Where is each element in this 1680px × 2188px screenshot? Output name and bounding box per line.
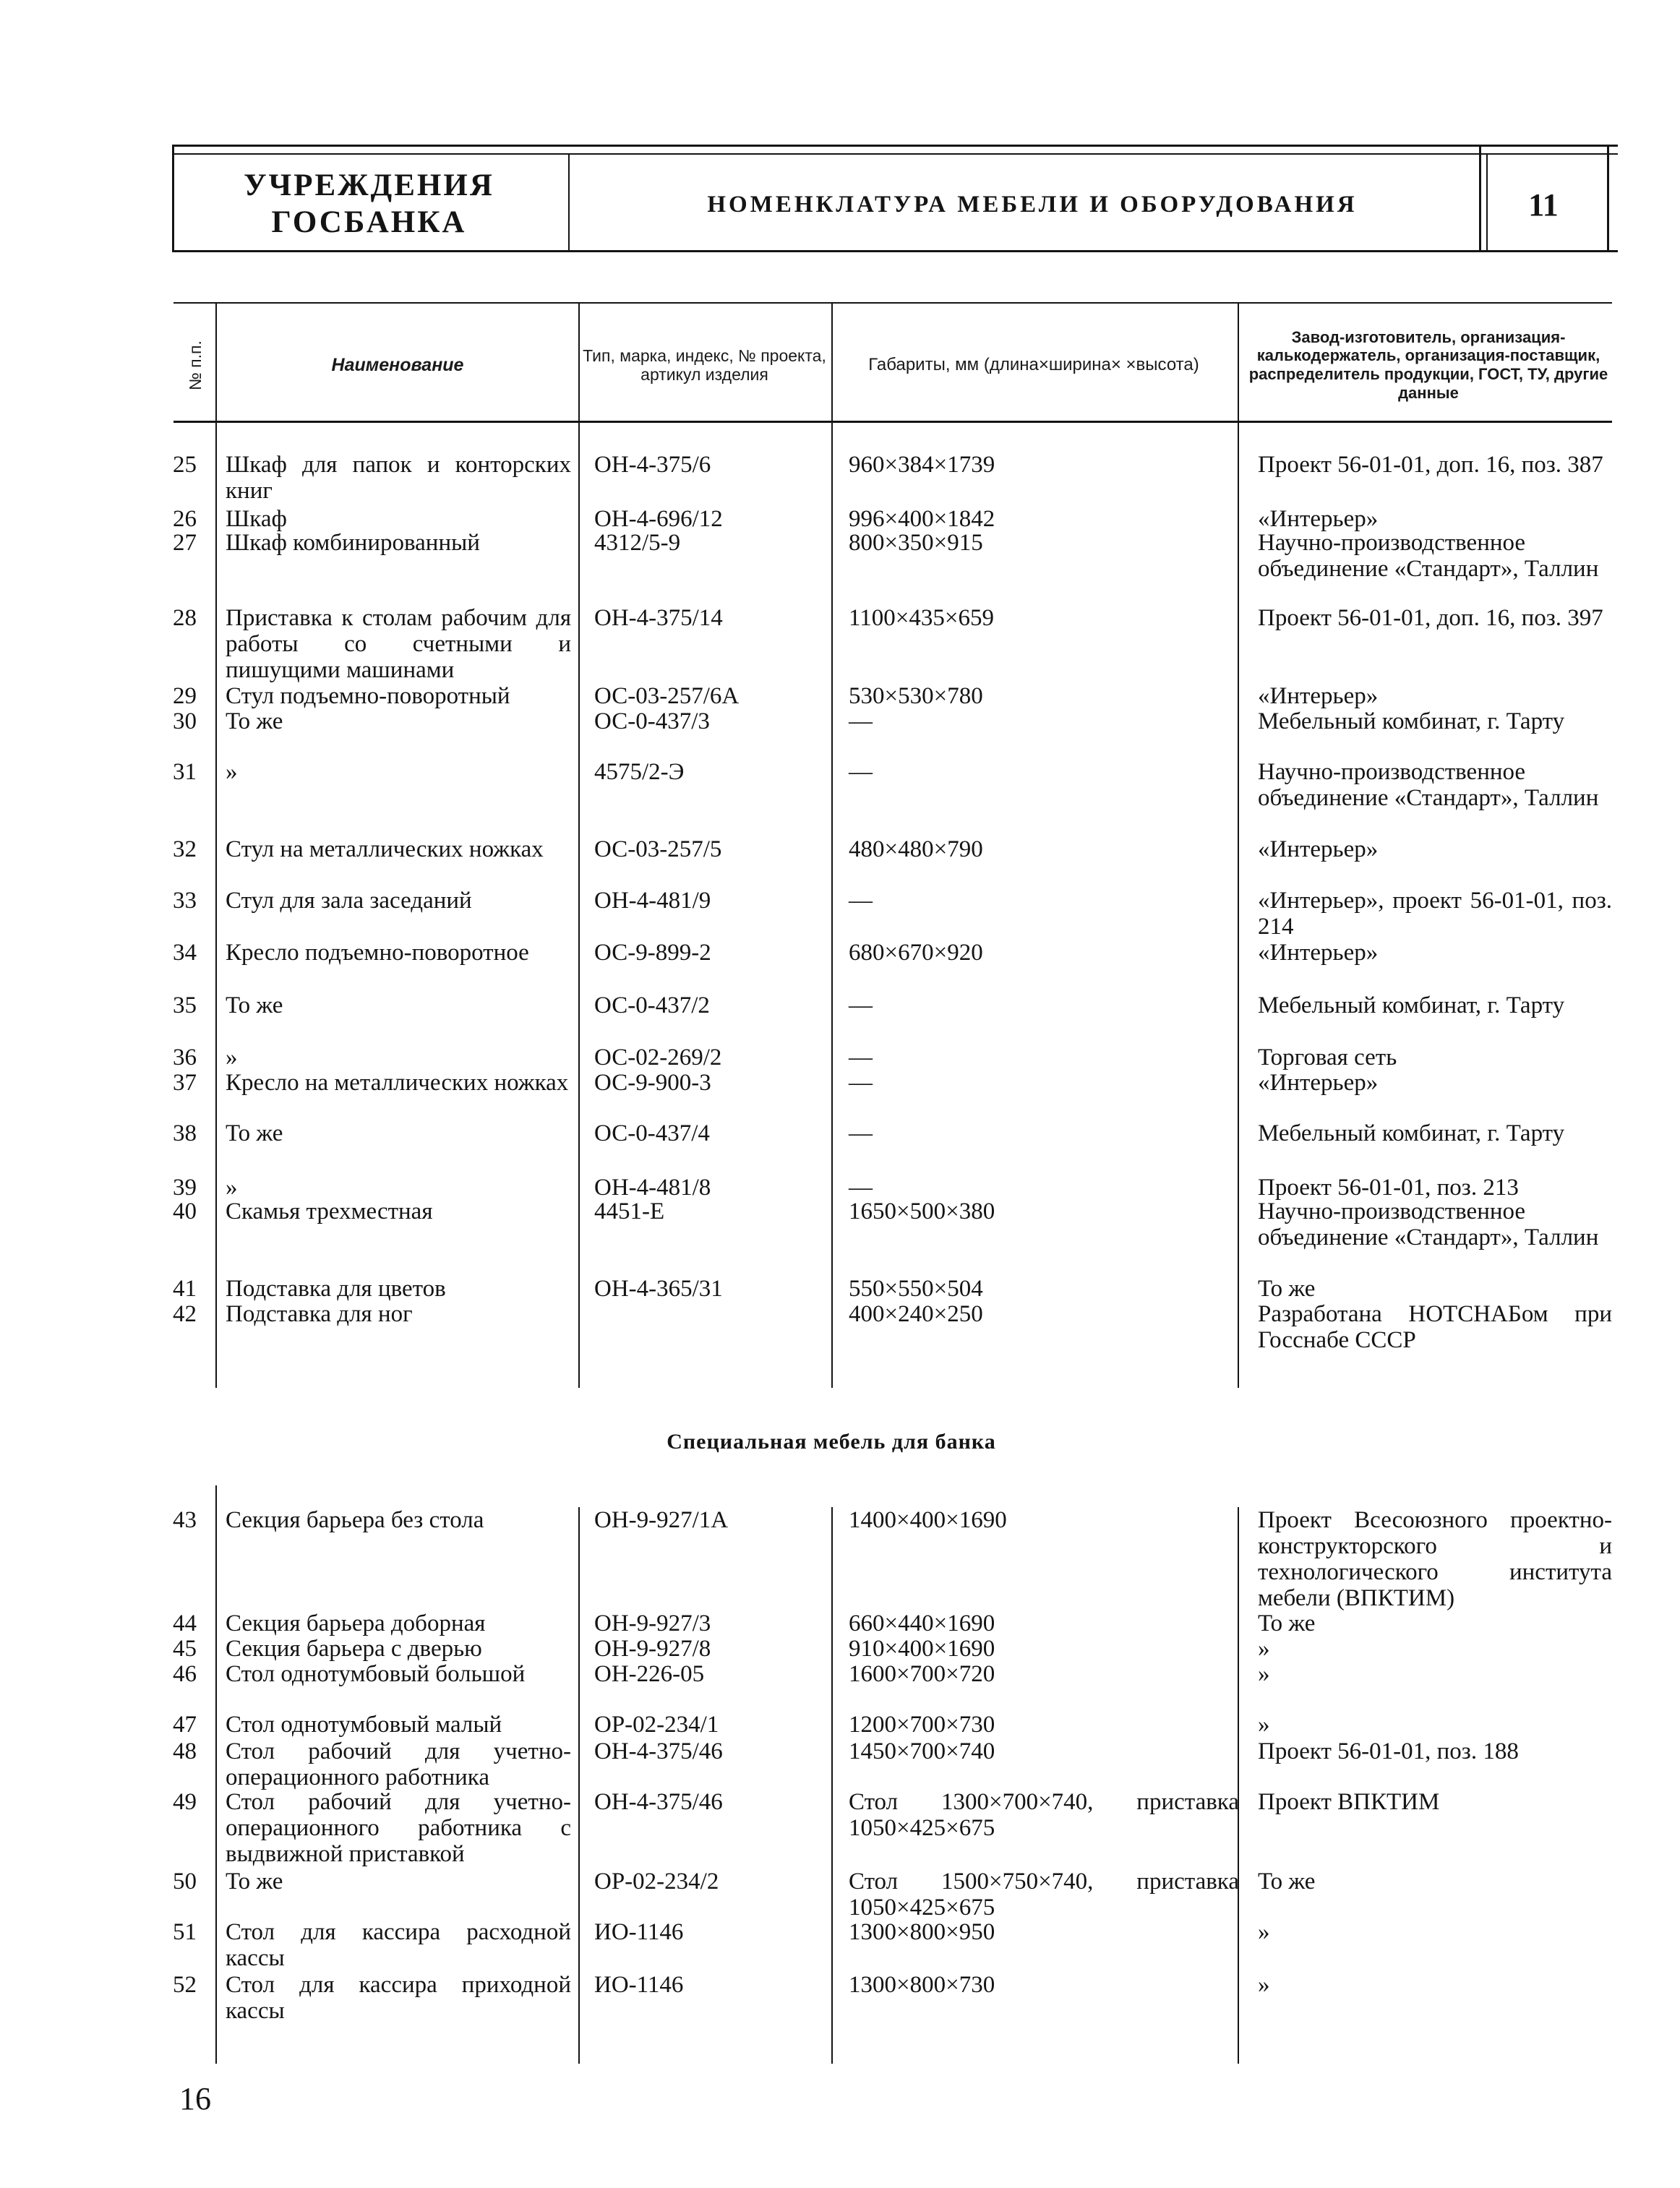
row-number: 47	[173, 1712, 197, 1738]
column-header-manufacturer: Завод-изготовитель, организация-калькодержатель, организация-поставщик, распределитель продукции, ГОСТ, ТУ, другие данные	[1248, 327, 1608, 402]
item-name: То же	[226, 992, 283, 1018]
item-type: ОС-0-437/2	[594, 992, 710, 1018]
item-manufacturer: »	[1258, 1712, 1270, 1738]
section-number: 11	[1528, 186, 1559, 223]
item-name: Стол для кассира приходной кассы	[226, 1972, 571, 2024]
item-manufacturer: Проект 56-01-01, доп. 16, поз. 387	[1258, 452, 1603, 478]
document-title: НОМЕНКЛАТУРА МЕБЕЛИ И ОБОРУДОВАНИЯ	[707, 191, 1358, 218]
item-type: ОН-4-365/31	[594, 1276, 723, 1302]
item-type: 4451-Е	[594, 1198, 665, 1224]
item-name: Шкаф	[226, 506, 287, 532]
row-number: 48	[173, 1738, 197, 1764]
row-number: 41	[173, 1276, 197, 1302]
item-name: Подставка для цветов	[226, 1276, 446, 1302]
item-dimensions: —	[849, 759, 873, 785]
item-manufacturer: «Интерьер», проект 56-01-01, поз. 214	[1258, 888, 1612, 940]
item-dimensions: 960×384×1739	[849, 452, 995, 478]
column-header-dimensions: Габариты, мм (длина×ширина× ×высота)	[868, 354, 1199, 374]
title-block	[172, 145, 1618, 253]
item-type: ИО-1146	[594, 1972, 684, 1998]
item-dimensions: 480×480×790	[849, 836, 983, 862]
row-number: 52	[173, 1972, 197, 1998]
item-name: Стул подъемно-поворотный	[226, 683, 510, 709]
item-type: ОН-4-375/46	[594, 1738, 723, 1764]
item-manufacturer: «Интерьер»	[1258, 836, 1379, 862]
row-number: 44	[173, 1610, 197, 1636]
item-dimensions: —	[849, 1044, 873, 1071]
item-type: ОН-4-696/12	[594, 506, 723, 532]
item-name: »	[226, 1175, 238, 1201]
row-number: 46	[173, 1661, 197, 1687]
item-type: ОН-226-05	[594, 1661, 705, 1687]
institution-title: УЧРЕЖДЕНИЯ ГОСБАНКА	[244, 168, 494, 239]
item-name: Стул на металлических ножках	[226, 836, 544, 862]
row-number: 45	[173, 1636, 197, 1662]
column-rule-2b	[578, 1507, 580, 2064]
row-number: 32	[173, 836, 197, 862]
row-number: 26	[173, 506, 197, 532]
item-manufacturer: То же	[1258, 1869, 1316, 1895]
item-manufacturer: Торговая сеть	[1258, 1044, 1397, 1071]
item-dimensions: 910×400×1690	[849, 1636, 995, 1662]
item-manufacturer: »	[1258, 1636, 1270, 1662]
item-name: Секция барьера с дверью	[226, 1636, 482, 1662]
item-manufacturer: Мебельный комбинат, г. Тарту	[1258, 708, 1565, 734]
title-top-rule-inner	[172, 153, 1618, 155]
row-number: 40	[173, 1198, 197, 1224]
row-number: 28	[173, 605, 197, 631]
item-type: ОН-4-375/14	[594, 605, 723, 631]
section-title: Специальная мебель для банка	[667, 1430, 996, 1454]
column-rule-3b	[831, 1507, 833, 2064]
item-manufacturer: Проект 56-01-01, поз. 213	[1258, 1175, 1519, 1201]
row-number: 31	[173, 759, 197, 785]
row-number: 36	[173, 1044, 197, 1071]
item-manufacturer: »	[1258, 1972, 1270, 1998]
item-name: Приставка к столам рабочим для работы со счетными и пишущими машинами	[226, 605, 571, 683]
item-name: Шкаф комбинированный	[226, 530, 480, 556]
item-type: ОС-02-269/2	[594, 1044, 722, 1071]
item-dimensions: 1300×800×950	[849, 1919, 995, 1945]
item-dimensions: 1600×700×720	[849, 1661, 995, 1687]
item-dimensions: 400×240×250	[849, 1301, 983, 1327]
item-dimensions: 1650×500×380	[849, 1198, 995, 1224]
item-manufacturer: Проект Всесоюзного проектно-конструкторского и технологического института мебели (ВПКТИМ)	[1258, 1507, 1612, 1611]
page-number: 16	[179, 2081, 211, 2116]
row-number: 25	[173, 452, 197, 478]
row-number: 33	[173, 888, 197, 914]
item-manufacturer: Разработана НОТСНАБом при Госснабе СССР	[1258, 1301, 1612, 1353]
item-type: ОН-4-375/46	[594, 1789, 723, 1815]
item-type: ОС-0-437/4	[594, 1120, 710, 1146]
item-dimensions: 550×550×504	[849, 1276, 983, 1302]
item-manufacturer: Научно-производственное объединение «Стандарт», Таллин	[1258, 759, 1599, 811]
item-dimensions: —	[849, 888, 873, 914]
item-dimensions: 660×440×1690	[849, 1610, 995, 1636]
column-header-name: Наименование	[331, 354, 464, 375]
title-top-rule	[172, 145, 1618, 147]
item-name: Стул для зала заседаний	[226, 888, 472, 914]
column-header-type: Тип, марка, индекс, № проекта, артикул изделия	[583, 346, 826, 384]
item-name: Стол однотумбовый большой	[226, 1661, 526, 1687]
title-right-border	[1607, 145, 1609, 252]
item-dimensions: 800×350×915	[849, 530, 983, 556]
item-dimensions: 1200×700×730	[849, 1712, 995, 1738]
item-type: ОР-02-234/2	[594, 1869, 719, 1895]
item-manufacturer: Мебельный комбинат, г. Тарту	[1258, 992, 1565, 1018]
row-number: 43	[173, 1507, 197, 1533]
column-rule-2	[578, 304, 580, 1388]
item-type: ИО-1146	[594, 1919, 684, 1945]
item-name: То же	[226, 1869, 283, 1895]
item-name: »	[226, 759, 238, 785]
row-number: 37	[173, 1070, 197, 1096]
item-type: 4312/5-9	[594, 530, 681, 556]
item-dimensions: —	[849, 1175, 873, 1201]
item-type: ОН-4-481/8	[594, 1175, 711, 1201]
item-name: Секция барьера доборная	[226, 1610, 486, 1636]
row-number: 27	[173, 530, 197, 556]
item-name: Стол для кассира расходной кассы	[226, 1919, 571, 1971]
row-number: 38	[173, 1120, 197, 1146]
row-number: 34	[173, 940, 197, 966]
item-type: ОР-02-234/1	[594, 1712, 719, 1738]
item-name: Кресло на металлических ножках	[226, 1070, 569, 1096]
column-rule-1b	[215, 1485, 217, 2064]
item-name: Подставка для ног	[226, 1301, 413, 1327]
row-number: 35	[173, 992, 197, 1018]
item-type: ОС-03-257/5	[594, 836, 722, 862]
item-dimensions: Стол 1300×700×740, приставка 1050×425×675	[849, 1789, 1239, 1841]
item-name: Секция барьера без стола	[226, 1507, 484, 1533]
item-dimensions: —	[849, 1120, 873, 1146]
item-manufacturer: То же	[1258, 1276, 1316, 1302]
item-type: ОС-9-899-2	[594, 940, 711, 966]
column-rule-1	[215, 304, 217, 1388]
item-manufacturer: Проект ВПКТИМ	[1258, 1789, 1440, 1815]
column-header-number: № п.п.	[185, 340, 205, 390]
row-number: 30	[173, 708, 197, 734]
item-name: Скамья трехместная	[226, 1198, 433, 1224]
table-header-rule	[173, 421, 1612, 423]
item-type: ОС-0-437/3	[594, 708, 710, 734]
item-manufacturer: Научно-производственное объединение «Стандарт», Таллин	[1258, 530, 1599, 582]
item-type: ОН-4-375/6	[594, 452, 711, 478]
item-type: 4575/2-Э	[594, 759, 685, 785]
row-number: 50	[173, 1869, 197, 1895]
row-number: 49	[173, 1789, 197, 1815]
item-dimensions: 680×670×920	[849, 940, 983, 966]
item-type: ОН-9-927/8	[594, 1636, 711, 1662]
item-dimensions: —	[849, 708, 873, 734]
item-manufacturer: «Интерьер»	[1258, 940, 1379, 966]
item-manufacturer: Научно-производственное объединение «Стандарт», Таллин	[1258, 1198, 1599, 1250]
item-type: ОН-9-927/1А	[594, 1507, 729, 1533]
item-type: ОС-9-900-3	[594, 1070, 711, 1096]
item-type: ОН-9-927/3	[594, 1610, 711, 1636]
item-dimensions: 1450×700×740	[849, 1738, 995, 1764]
table-top-rule	[173, 302, 1612, 304]
item-name: Стол однотумбовый малый	[226, 1712, 502, 1738]
item-manufacturer: Проект 56-01-01, доп. 16, поз. 397	[1258, 605, 1603, 631]
item-manufacturer: «Интерьер»	[1258, 683, 1379, 709]
item-manufacturer: «Интерьер»	[1258, 506, 1379, 532]
item-name: Стол рабочий для учетно-операционного работника	[226, 1738, 571, 1790]
item-manufacturer: »	[1258, 1661, 1270, 1687]
item-manufacturer: То же	[1258, 1610, 1316, 1636]
item-manufacturer: »	[1258, 1919, 1270, 1945]
item-dimensions: 1400×400×1690	[849, 1507, 1007, 1533]
item-dimensions: 530×530×780	[849, 683, 983, 709]
item-dimensions: 1100×435×659	[849, 605, 994, 631]
item-name: Шкаф для папок и конторских книг	[226, 452, 571, 504]
item-manufacturer: Проект 56-01-01, поз. 188	[1258, 1738, 1519, 1764]
item-type: ОН-4-481/9	[594, 888, 711, 914]
item-manufacturer: «Интерьер»	[1258, 1070, 1379, 1096]
item-dimensions: —	[849, 1070, 873, 1096]
item-dimensions: 1300×800×730	[849, 1972, 995, 1998]
item-type: ОС-03-257/6А	[594, 683, 740, 709]
column-rule-3	[831, 304, 833, 1388]
row-number: 29	[173, 683, 197, 709]
item-name: Стол рабочий для учетно-операционного работника с выдвижной приставкой	[226, 1789, 571, 1867]
item-dimensions: —	[849, 992, 873, 1018]
item-name: Кресло подъемно-поворотное	[226, 940, 529, 966]
item-dimensions: 996×400×1842	[849, 506, 995, 532]
row-number: 42	[173, 1301, 197, 1327]
row-number: 39	[173, 1175, 197, 1201]
row-number: 51	[173, 1919, 197, 1945]
item-name: То же	[226, 1120, 283, 1146]
item-manufacturer: Мебельный комбинат, г. Тарту	[1258, 1120, 1565, 1146]
item-name: »	[226, 1044, 238, 1071]
item-dimensions: Стол 1500×750×740, приставка 1050×425×675	[849, 1869, 1239, 1921]
item-name: То же	[226, 708, 283, 734]
